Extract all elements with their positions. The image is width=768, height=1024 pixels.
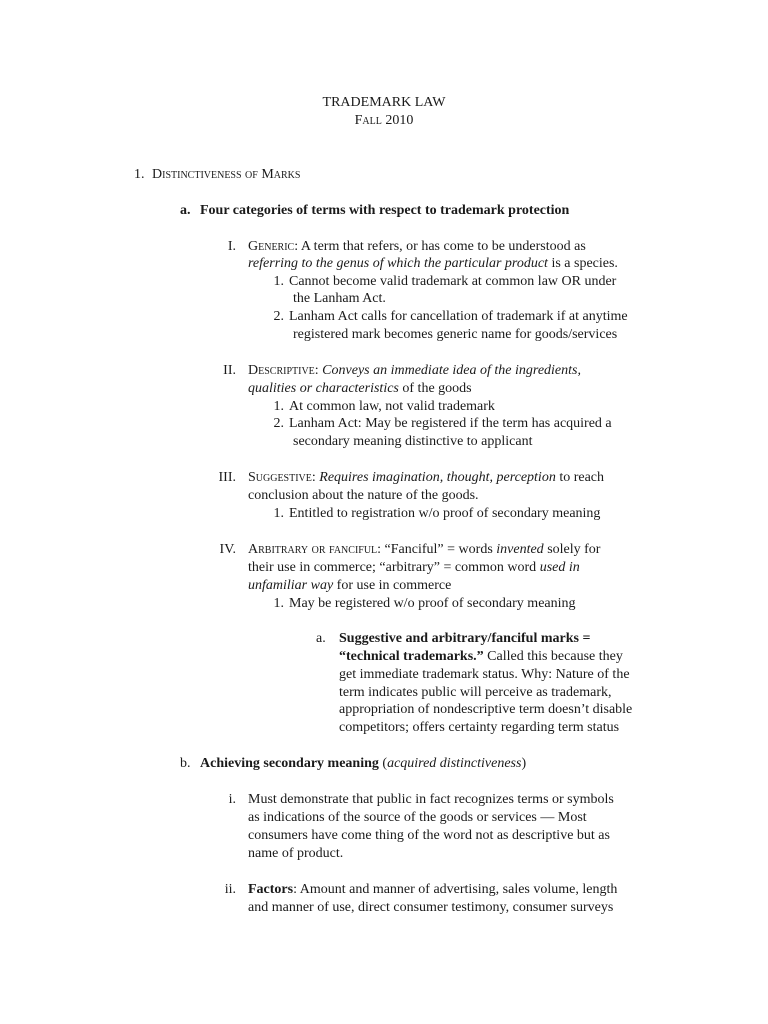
note-line-2 [339,648,623,666]
arbitrary-line-3-text: for use in commerce [333,578,452,593]
note-line-3: get immediate trademark status. Why: Nature of the [339,667,630,682]
arbitrary-line-1-text-b: solely for [543,542,601,557]
descriptive-item-1-line-1: At common law, not valid trademark [289,399,495,414]
suggestive-term: Suggestive [248,470,312,485]
note-line-2-bold: “technical trademarks.” [339,649,484,664]
descriptive-line-2-text: of the goods [398,381,472,396]
part-b-title-italic: acquired distinctiveness [387,756,522,771]
arbitrary-line-2-text: their use in commerce; “arbitrary” = common word [248,560,540,575]
note-marker: a. [316,631,326,646]
descriptive-colon: : [314,363,323,378]
arbitrary-line-3 [248,577,451,595]
descriptive-item-2-line-2: secondary meaning distinctive to applicant [293,434,533,449]
note-line-5: appropriation of nondescriptive term doesn’t disable [339,702,633,717]
generic-line-1 [248,238,586,256]
suggestive-line-1-italic: Requires imagination, thought, perception [319,470,556,485]
item-ii-line-2: and manner of use, direct consumer testimony, consumer surveys [248,900,614,915]
part-b-paren-open: ( [378,756,388,771]
generic-line-1-text: : A term that refers, or has come to be understood as [294,239,586,254]
descriptive-line-1 [248,362,581,380]
note-line-4: term indicates public will perceive as trademark, [339,685,612,700]
arbitrary-numeral: IV. [219,542,236,557]
arbitrary-term: Arbitrary or fanciful [248,542,378,557]
descriptive-item-2-line-1: Lanham Act: May be registered if the term has acquired a [289,416,612,431]
part-a-marker: a. [180,203,191,218]
part-b-paren-close: ) [521,756,527,771]
part-a-title: Four categories of terms with respect to trademark protection [200,203,570,218]
item-i-line-4: name of product. [248,846,344,861]
descriptive-numeral: II. [223,363,236,378]
suggestive-numeral: III. [218,470,236,485]
part-b-title: Achieving secondary meaning [200,756,379,771]
arbitrary-line-1 [248,541,600,559]
item-i-line-2: as indications of the source of the goods or services — Most [248,810,587,825]
generic-line-2-italic: referring to the genus of which the particular product [248,256,548,271]
generic-item-2-number: 2. [273,309,284,324]
item-ii-numeral: ii. [224,882,236,897]
suggestive-item-1-line-1: Entitled to registration w/o proof of secondary meaning [289,506,601,521]
item-ii-bold: Factors [248,882,294,897]
arbitrary-line-2-italic: used in [539,560,580,575]
item-i-line-3: consumers have come thing of the word not as descriptive but as [248,828,610,843]
section-title: Distinctiveness of Marks [152,167,301,182]
arbitrary-line-3-italic: unfamiliar way [248,578,334,593]
generic-line-2-text: is a species. [547,256,618,271]
note-line-6: competitors; offers certainty regarding term status [339,720,620,735]
part-a-heading [180,202,569,220]
arbitrary-item-1-number: 1. [273,596,284,611]
arbitrary-line-1-text-a: : “Fanciful” = words [377,542,497,557]
item-i-line-1: Must demonstrate that public in fact recognizes terms or symbols [248,792,614,807]
suggestive-line-2: conclusion about the nature of the goods. [248,488,479,503]
generic-item-1-line-1: Cannot become valid trademark at common law OR under [289,274,617,289]
item-ii-line-1-text: : Amount and manner of advertising, sales volume, length [293,882,618,897]
generic-line-2 [248,255,618,273]
document-title: TRADEMARK LAW [322,95,446,110]
descriptive-line-2-italic: qualities or characteristics [248,381,399,396]
generic-item-2-line-1: Lanham Act calls for cancellation of trademark if at anytime [289,309,628,324]
part-b-marker: b. [180,756,191,771]
suggestive-line-1-text: to reach [555,470,605,485]
section-number: 1. [134,167,145,182]
generic-item-1-line-2: the Lanham Act. [293,291,386,306]
generic-item-2-line-2: registered mark becomes generic name for goods/services [293,327,618,342]
item-i-numeral: i. [228,792,236,807]
note-line-2-text: Called this because they [483,649,623,664]
descriptive-item-2-number: 2. [273,416,284,431]
generic-term: Generic [248,239,295,254]
generic-item-1-number: 1. [273,274,284,289]
descriptive-term: Descriptive [248,363,315,378]
descriptive-item-1-number: 1. [273,399,284,414]
part-b-heading [180,755,526,773]
arbitrary-line-1-italic: invented [496,542,544,557]
suggestive-line-1 [248,469,604,487]
item-ii-line-1 [248,881,617,899]
arbitrary-line-2 [248,559,580,577]
suggestive-item-1-number: 1. [273,506,284,521]
document-subtitle: Fall 2010 [354,113,414,128]
arbitrary-item-1-line-1: May be registered w/o proof of secondary meaning [289,596,576,611]
descriptive-line-2 [248,380,472,398]
suggestive-colon: : [311,470,320,485]
generic-numeral: I. [227,239,236,254]
section-1-heading [134,166,300,184]
descriptive-line-1-italic: Conveys an immediate idea of the ingredients, [322,363,581,378]
note-line-1: Suggestive and arbitrary/fanciful marks = [339,631,591,646]
